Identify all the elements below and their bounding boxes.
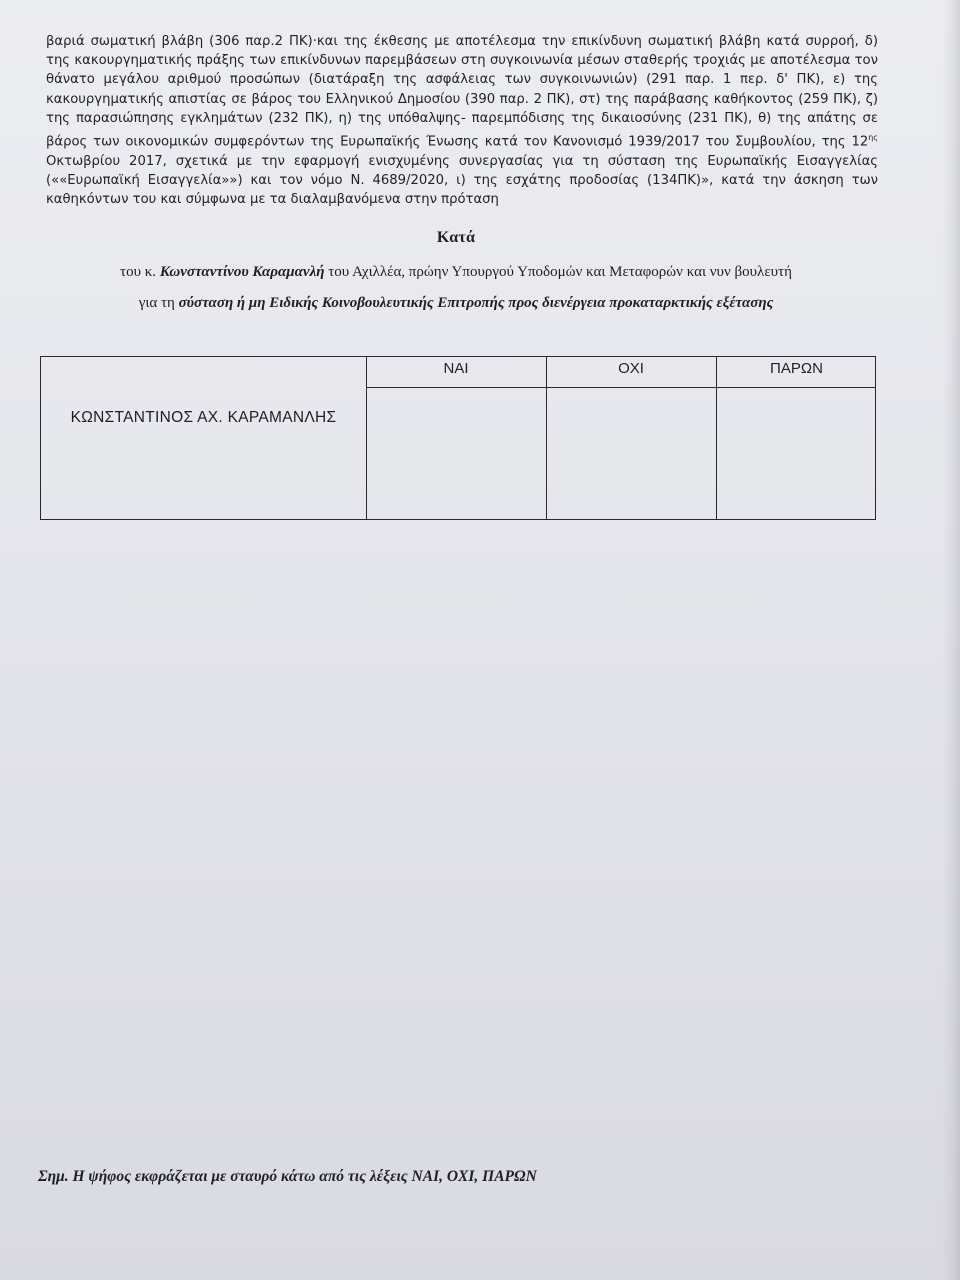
page-edge-shadow bbox=[942, 0, 960, 1280]
proposal-text-part2: Οκτωβρίου 2017, σχετικά με την εφαρμογή ενισχυμένης συνεργασίας για τη σύσταση της Ευρωπαϊκής Εισαγγελίας (««Ευρωπαϊκή Εισαγγελία»») και τον νόμο Ν. 4689/2020, ι) της εσχάτης προδοσίας (134ΠΚ)», κατά την άσκηση των καθηκόντων του και σύμφωνα με τα διαλαμβανόμενα στην πρόταση bbox=[46, 153, 878, 208]
subject-line bbox=[0, 264, 912, 281]
vote-box-yes[interactable] bbox=[368, 389, 546, 519]
proposal-text-part1: βαριά σωματική βλάβη (306 παρ.2 ΠΚ)·και της έκθεσης με αποτέλεσμα την επικίνδυνη σωματική βλάβη κατά συρροή, δ) της κακουργηματικής πράξης των επικίνδυνων παρεμβάσεων στη συγκοινωνία μέσων σταθερής τροχιάς με αποτέλεσμα τον θάνατο μεγάλου αριθμού προσώπων (διατάραξη της ασφάλειας των συγκοινωνιών) (291 παρ. 1 περ. δ' ΠΚ), ε) της κακουργηματικής απιστίας σε βάρος του Ελληνικού Δημοσίου (390 παρ. 2 ΠΚ), στ) της παράβασης καθήκοντος (259 ΠΚ), ζ) της παρασιώπησης εγκλημάτων (232 ΠΚ), η) της υπόθαλψης- παρεμπόδισης της δικαιοσύνης (231 ΠΚ), θ) της απάτης σε βάρος των οικονομικών συμφερόντων της Ευρωπαϊκής Ένωσης κατά τον Κανονισμό 1939/2017 του Συμβουλίου, της 12 bbox=[46, 34, 878, 150]
subject-prefix: του κ. bbox=[120, 264, 160, 280]
proposal-text bbox=[46, 32, 878, 209]
candidate-name: ΚΩΝΣΤΑΝΤΙΝΟΣ ΑΧ. ΚΑΡΑΜΑΝΛΗΣ bbox=[70, 409, 337, 426]
vote-box-present[interactable] bbox=[718, 389, 875, 519]
ordinal-superscript: ης bbox=[868, 133, 878, 143]
voting-note: Σημ. Η ψήφος εκφράζεται με σταυρό κάτω από τις λέξεις ΝΑΙ, ΟΧΙ, ΠΑΡΩΝ bbox=[38, 1168, 537, 1185]
column-header-no: ΟΧΙ bbox=[618, 360, 644, 377]
against-heading: Κατά bbox=[436, 229, 476, 246]
subject-description: του Αχιλλέα, πρώην Υπουργού Υποδομών και Μεταφορών και νυν βουλευτή bbox=[324, 264, 792, 280]
purpose-text: σύσταση ή μη Ειδικής Κοινοβουλευτικής Επιτροπής προς διενέργεια προκαταρκτικής εξέτασης bbox=[178, 295, 774, 311]
header-divider bbox=[366, 387, 875, 388]
ballot-table bbox=[40, 356, 876, 520]
purpose-prefix: για τη bbox=[138, 295, 179, 311]
vote-box-no[interactable] bbox=[548, 389, 716, 519]
column-header-present: ΠΑΡΩΝ bbox=[770, 360, 823, 377]
column-header-yes: ΝΑΙ bbox=[443, 360, 469, 377]
purpose-line bbox=[0, 295, 912, 312]
subject-name: Κωνσταντίνου Καραμανλή bbox=[159, 264, 325, 280]
